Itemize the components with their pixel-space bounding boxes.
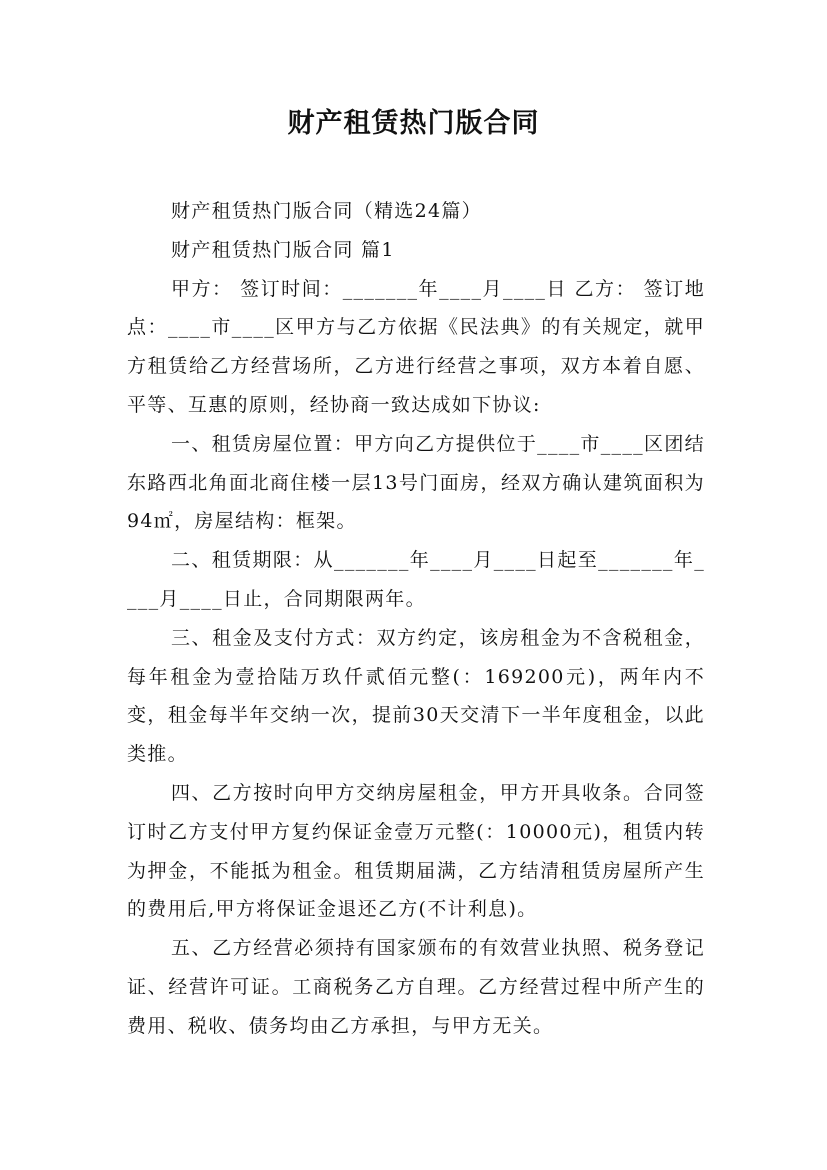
paragraph-clause-3: 三、租金及支付方式：双方约定，该房租金为不含税租金，每年租金为壹拾陆万玖仟贰佰元整(：169200元)，两年内不变，租金每半年交纳一次，提前30天交清下一半年度租金，以此类推。 <box>127 626 705 766</box>
document-title: 财产租赁热门版合同 <box>287 108 540 139</box>
paragraph-subtitle: 财产租赁热门版合同（精选24篇） <box>171 200 482 222</box>
paragraph-parties: 甲方： 签订时间：_______年____月____日 乙方： 签订地点：____市____区甲方与乙方依据《民法典》的有关规定，就甲方租赁给乙方经营场所，乙方进行经营之事项，双方本着自愿、平等、互惠的原则，经协商一致达成如下协议: <box>127 277 705 416</box>
paragraph-clause-2: 二、租赁期限：从_______年____月____日起至_______年____月____日止，合同期限两年。 <box>127 549 705 610</box>
paragraph-clause-5: 五、乙方经营必须持有国家颁布的有效营业执照、税务登记证、经营许可证。工商税务乙方自理。乙方经营过程中所产生的费用、税收、债务均由乙方承担，与甲方无关。 <box>127 937 705 1037</box>
document-body <box>127 192 705 1046</box>
paragraph-clause-1: 一、租赁房屋位置：甲方向乙方提供位于____市____区团结东路西北角面北商住楼一层13号门面房，经双方确认建筑面积为94㎡，房屋结构：框架。 <box>127 432 705 533</box>
paragraph-clause-4: 四、乙方按时向甲方交纳房屋租金，甲方开具收条。合同签订时乙方支付甲方复约保证金壹万元整(：10000元)，租赁内转为押金，不能抵为租金。租赁期届满，乙方结清租赁房屋所产生的费用后,甲方将保证金退还乙方(不计利息)。 <box>127 781 705 921</box>
paragraph-section-heading: 财产租赁热门版合同 篇1 <box>171 238 395 261</box>
